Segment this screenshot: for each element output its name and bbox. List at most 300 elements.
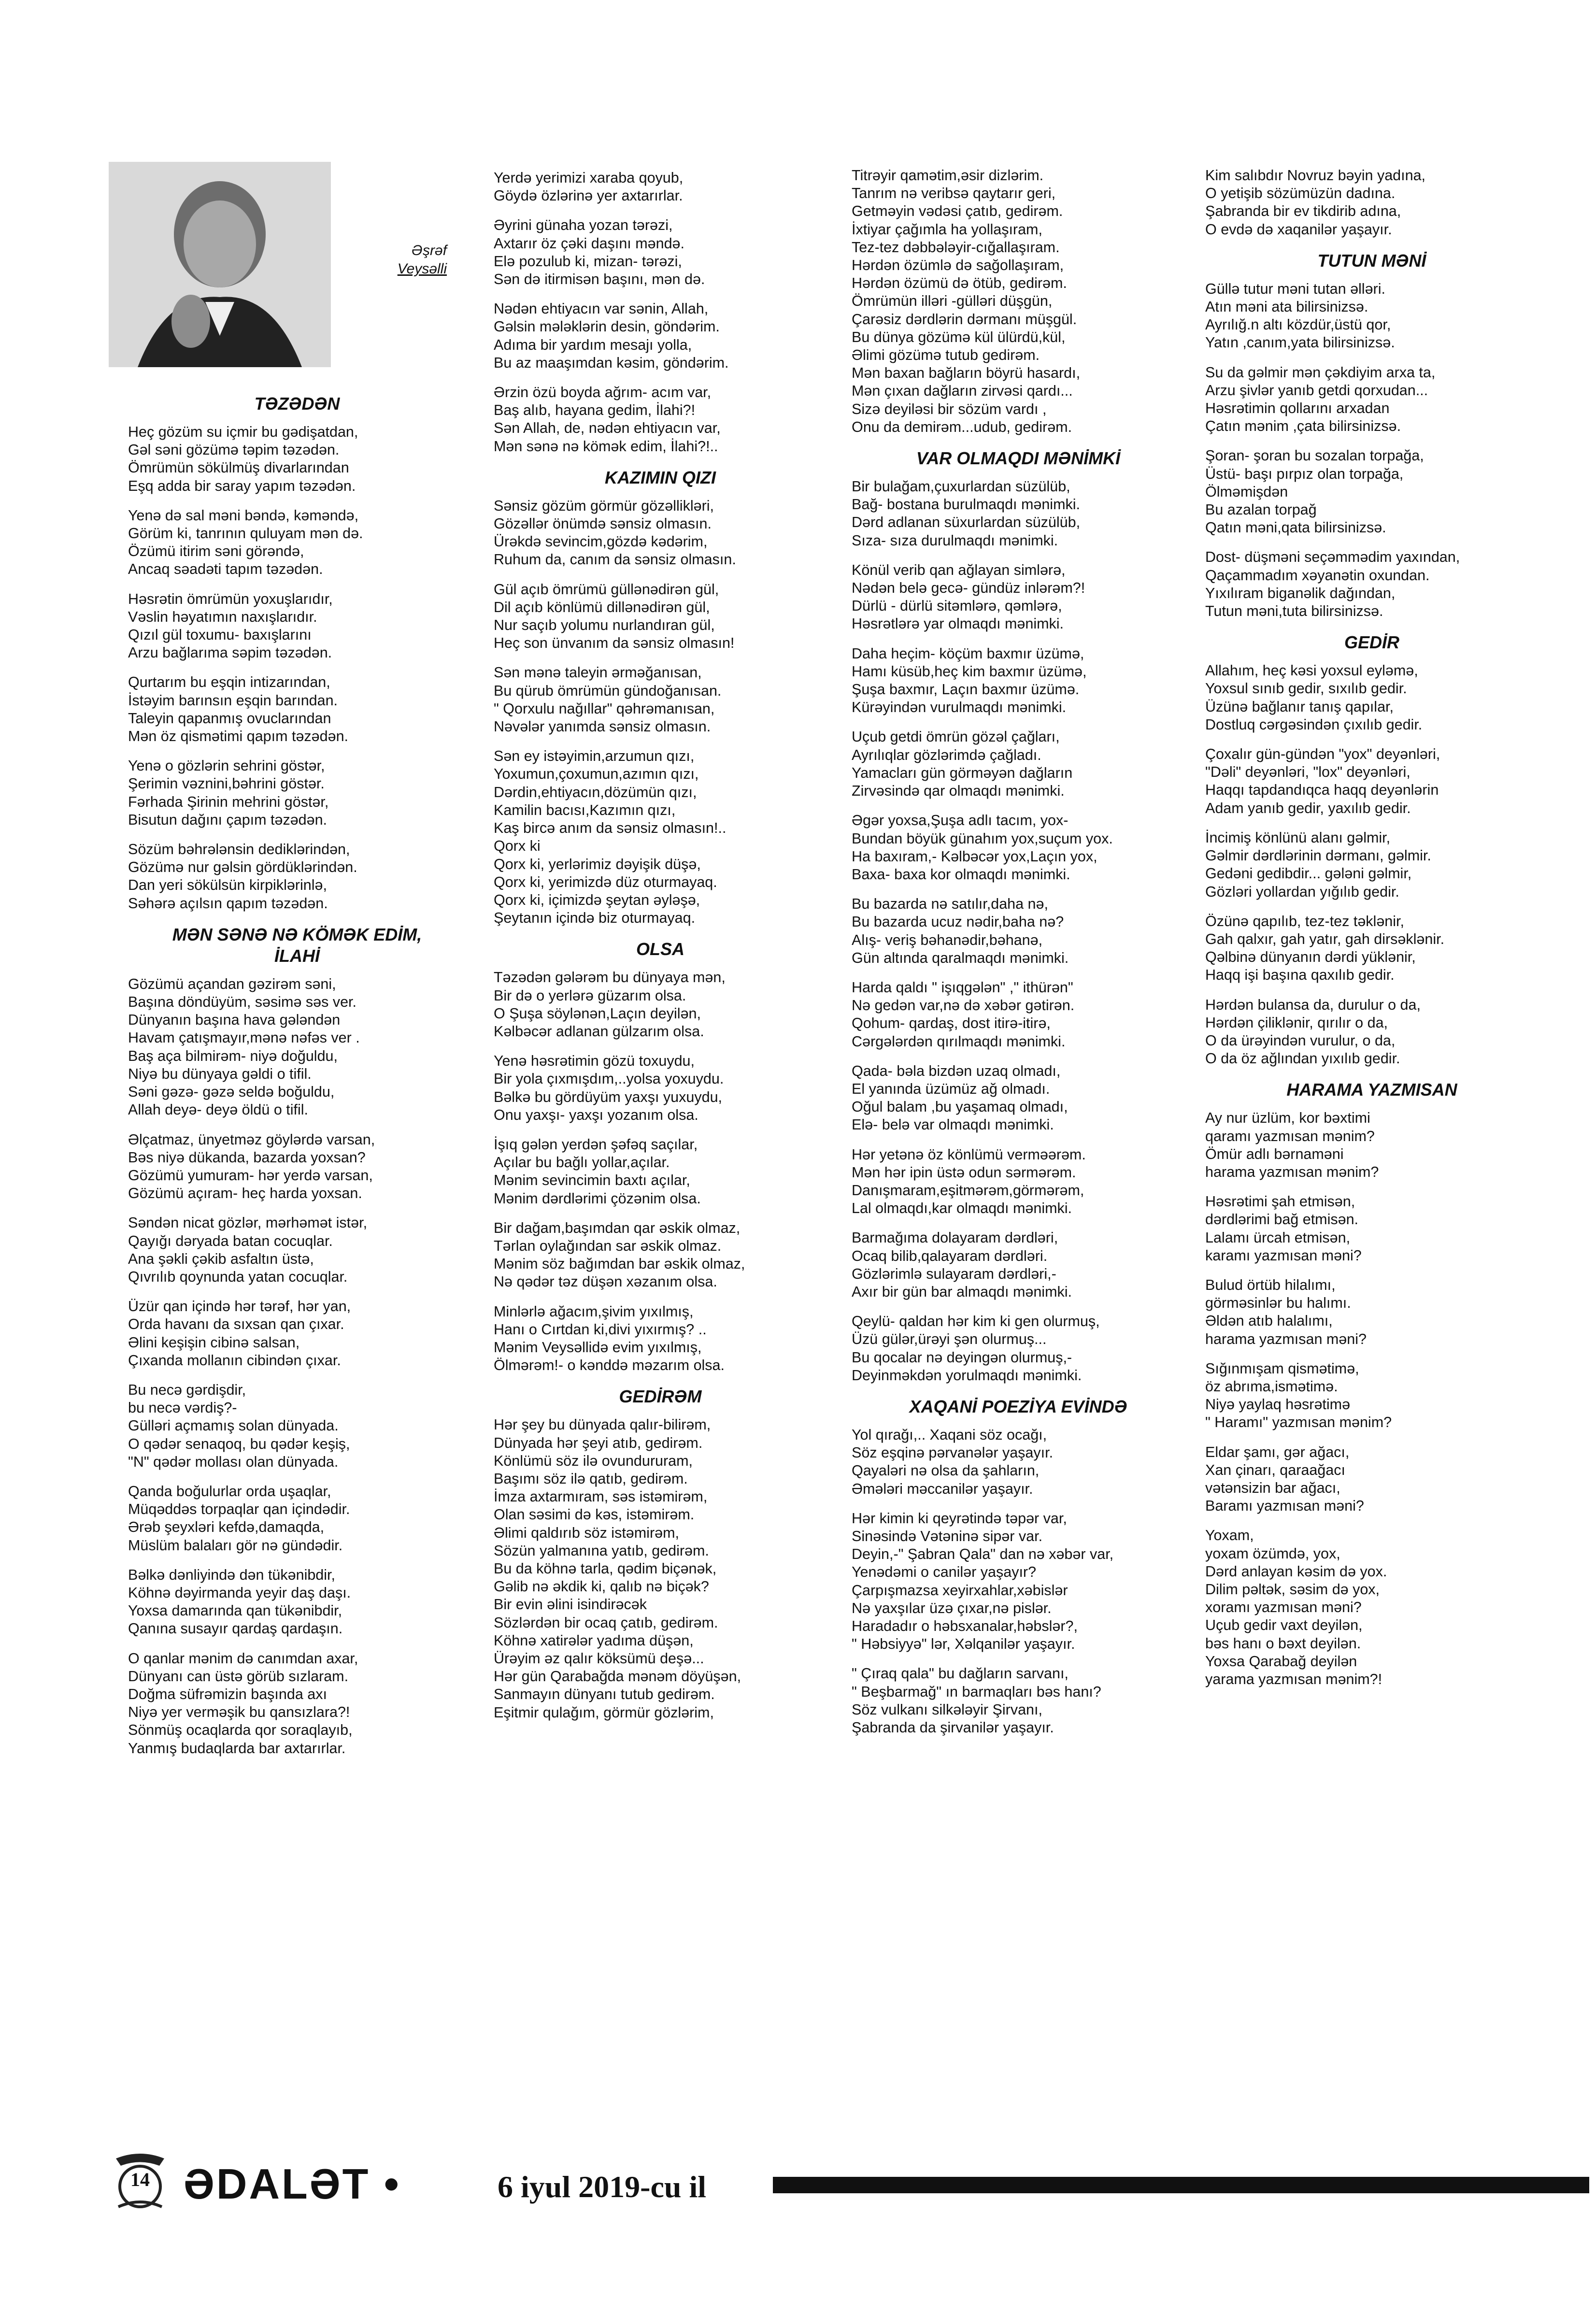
poem-line: Ana şəkli çəkib asfaltın üstə, — [128, 1250, 314, 1267]
poem-line: Bundan böyük günahım yox,suçum yox. — [852, 830, 1113, 847]
poem-line: Dünyada hər şeyi atıb, gedirəm. — [494, 1434, 703, 1451]
poem-line: Şabranda da şirvanilər yaşayır. — [852, 1719, 1054, 1736]
stanza — [852, 1062, 1185, 1134]
poem-line: Gəlsin mələklərin desin, göndərim. — [494, 318, 720, 335]
poem-line: Barmağıma dolayaram dərdləri, — [852, 1229, 1058, 1246]
stanza — [852, 1510, 1185, 1654]
poem-line: Sənsiz gözüm görmür gözəllikləri, — [494, 497, 714, 514]
poem-line: Çarpışmazsa xeyirxahlar,xəbislər — [852, 1582, 1068, 1599]
stanza — [128, 1566, 466, 1638]
poem-line: Sözüm bəhrələnsin dediklərindən, — [128, 841, 350, 858]
poem-line: Şeytanın içində biz oturmayaq. — [494, 910, 696, 927]
poem-line: Qayığı dəryada batan cocuqlar. — [128, 1232, 333, 1249]
poem-line: O Şuşa söylənən,Laçın deyilən, — [494, 1005, 701, 1022]
poem-line: vətənsizin bar ağacı, — [1205, 1479, 1340, 1496]
poem-men-sene — [128, 975, 466, 1758]
poem-tezeden — [128, 423, 466, 913]
poem-line: Gözəllər önümdə sənsiz olmasın. — [494, 515, 712, 532]
poem-line: Zirvəsində qar olmaqdı mənimki. — [852, 783, 1065, 800]
poem-line: Titrəyir qamətim,əsir dizlərim. — [852, 167, 1044, 184]
poem-line: Yenədəmi o canilər yaşayır? — [852, 1564, 1037, 1581]
stanza — [1205, 829, 1539, 901]
poem-line: harama yazmısan mənim? — [1205, 1163, 1379, 1180]
poem-line: Çoxalır gün-gündən "yox" deyənləri, — [1205, 746, 1440, 763]
stanza — [852, 1665, 1185, 1737]
poem-line: Əlçatmaz, ünyetməz göylərdə varsan, — [128, 1131, 375, 1148]
poem-line: Adıma bir yardım mesajı yolla, — [494, 336, 692, 353]
poem-line: Niyə yaylaq həsrətimə — [1205, 1396, 1351, 1413]
author-first-name: Əşrəf — [411, 243, 447, 258]
poem-continuation — [852, 167, 1185, 436]
poem-line: Əmələri məccanilər yaşayır. — [852, 1480, 1033, 1497]
poem-line: Ölmərəm!- o kənddə məzarım olsa. — [494, 1357, 725, 1374]
poem-line: Olan səsimi də kəs, istəmirəm. — [494, 1506, 695, 1523]
poem-line: Mən hər ipin üstə odun sərmərəm. — [852, 1164, 1076, 1181]
stanza — [128, 590, 466, 662]
poem-line: Sıza- sıza durulmaqdı mənimki. — [852, 532, 1058, 549]
poem-line: Mən sənə nə kömək edim, İlahi?!.. — [494, 438, 718, 455]
poem-line: Hər şey bu dünyada qalır-bilirəm, — [494, 1416, 711, 1433]
poem-line: Uçub getdi ömrün gözəl çağları, — [852, 729, 1060, 745]
poem-line: Yoxsul sınıb gedir, sıxılıb gedir. — [1205, 680, 1407, 697]
poem-line: Çatın mənim ,çata bilirsinizsə. — [1205, 418, 1401, 435]
poem-line: Bir dağam,başımdan qar əskik olmaz, — [494, 1219, 741, 1236]
stanza — [1205, 364, 1539, 436]
stanza — [1205, 447, 1539, 537]
poem-line: Qaçammadım xəyanətin oxundan. — [1205, 567, 1430, 584]
poem-line: Söz eşqinə pərvanələr yaşayır. — [852, 1444, 1054, 1461]
poem-line: Hərdən özümü də ötüb, gedirəm. — [852, 275, 1067, 292]
poem-line: Sinəsində Vətəninə sipər var. — [852, 1528, 1043, 1544]
poem-line: Nədən ehtiyacın var sənin, Allah, — [494, 300, 709, 317]
stanza — [494, 747, 827, 927]
poem-line: Hər gün Qarabağda mənəm döyüşən, — [494, 1668, 741, 1685]
poem-line: xoramı yazmısan məni? — [1205, 1599, 1362, 1616]
poem-line: Mənim sevincimin baxtı açılar, — [494, 1172, 690, 1189]
poem-line: Niyə yer verməşik bu qansızlara?! — [128, 1704, 350, 1721]
stanza — [494, 169, 827, 205]
page-number: 14 — [130, 2169, 150, 2190]
poem-line: Deyin,-" Şabran Qala" dan nə xəbər var, — [852, 1546, 1114, 1563]
column-4 — [1205, 167, 1539, 1700]
poem-line: Xan çinarı, qaraağacı — [1205, 1461, 1345, 1478]
poem-line: Su da gəlmir mən çəkdiyim arxa ta, — [1205, 364, 1436, 381]
poem-line: Üzü gülər,ürəyi şən olurmuş... — [852, 1331, 1047, 1348]
stanza — [852, 728, 1185, 800]
poem-line: Çarəsiz dərdlərin dərmanı müşgül. — [852, 311, 1077, 328]
stanza — [852, 1426, 1185, 1498]
issue-date: 6 iyul 2019-cu il — [498, 2170, 707, 2204]
stanza — [494, 216, 827, 288]
poem-line: Kaş bircə anım da sənsiz olmasın!.. — [494, 820, 727, 837]
poem-line: Bu az maaşımdan kəsim, göndərim. — [494, 354, 729, 371]
author-photo — [109, 162, 331, 367]
poem-line: Mənim Veysəllidə evim yıxılmış, — [494, 1339, 702, 1356]
poem-line: O da öz ağlından yıxılıb gedir. — [1205, 1050, 1400, 1067]
poem-line: Allahım, heç kəsi yoxsul eyləmə, — [1205, 662, 1418, 679]
poem-line: Danışmaram,eşitmərəm,görmərəm, — [852, 1182, 1084, 1199]
poem-line: Nə gedən var,nə də xəbər gətirən. — [852, 997, 1075, 1014]
poem-line: Göydə özlərinə yer axtarırlar. — [494, 187, 683, 204]
poem-line: Elə- belə var olmaqdı mənimki. — [852, 1116, 1054, 1133]
poem-line: Baş alıb, hayana gedim, İlahi?! — [494, 402, 696, 419]
poem-line: qaramı yazmısan mənim? — [1205, 1128, 1375, 1144]
poem-line: Qeylü- qaldan hər kim ki gen olurmuş, — [852, 1313, 1100, 1330]
poem-line: Gözümü açandan gəzirəm səni, — [128, 975, 336, 992]
poem-line: Kamilin bacısı,Kazımın qızı, — [494, 801, 676, 818]
poem-line: Havam çatışmayır,mənə nəfəs ver . — [128, 1029, 360, 1046]
footer-rule — [773, 2177, 1589, 2193]
poem-line: Əlimi qaldırıb söz istəmirəm, — [494, 1524, 679, 1541]
poem-line: Bir bulağam,çuxurlardan süzülüb, — [852, 478, 1070, 495]
poem-line: Axır bir gün bar almaqdı mənimki. — [852, 1283, 1072, 1300]
poem-line: Səhərə açılsın qapım təzədən. — [128, 895, 328, 912]
poem-harama — [1205, 1109, 1539, 1688]
poem-line: Şerimin vəznini,bəhrini göstər. — [128, 775, 325, 792]
poem-line: O qədər senaqoq, bu qədər keşiş, — [128, 1435, 350, 1452]
poem-line: Haradadır o həbsxanalar,həbslər?, — [852, 1618, 1078, 1635]
poem-line: Gəlib nə əkdik ki, qalıb nə biçək? — [494, 1578, 709, 1595]
poem-line: Şuşa baxmır, Laçın baxmır üzümə. — [852, 681, 1080, 698]
poem-title: HARAMA YAZMISAN — [1286, 1080, 1457, 1100]
poem-line: Güllə tutur məni tutan əlləri. — [1205, 280, 1385, 297]
poem-line: Yenə həsrətimin gözü toxuydu, — [494, 1053, 695, 1070]
poem-line: Yoxam, — [1205, 1527, 1254, 1544]
poem-line: Gün altında qaralmaqdı mənimki. — [852, 949, 1069, 966]
poem-line: Müslüm balaları gör nə gündədir. — [128, 1537, 343, 1554]
poem-line: Vəslin həyatımın naxışlarıdır. — [128, 608, 317, 625]
author-byline — [350, 242, 447, 278]
column-2 — [494, 169, 827, 1733]
stanza — [128, 1650, 466, 1758]
poem-line: Eşitmir qulağım, görmür gözlərim, — [494, 1704, 714, 1721]
stanza — [1205, 280, 1539, 352]
poem-line: Bəlkə dənliyində dən tükənibdir, — [128, 1566, 335, 1583]
poem-line: Dünyanın başına hava gələndən — [128, 1012, 341, 1029]
poem-line: Köhnə xatirələr yadıma düşən, — [494, 1632, 694, 1649]
poem-line: Səndən nicat gözlər, mərhəmət istər, — [128, 1215, 368, 1231]
poem-line: Ayrılığ.n altı közdür,üstü qor, — [1205, 316, 1391, 333]
poem-line: Sən Allah, de, nədən ehtiyacın var, — [494, 420, 721, 437]
poem-line: Yenə də sal məni bəndə, kəməndə, — [128, 507, 359, 524]
poem-line: Gözümü yumuram- hər yerdə varsan, — [128, 1167, 373, 1184]
poem-line: Dost- düşməni seçəmmədim yaxından, — [1205, 549, 1460, 566]
poem-line: Gedəni gedibdir... gələni gəlmir, — [1205, 865, 1412, 882]
poem-line: Adam yanıb gedir, yaxılıb gedir. — [1205, 800, 1411, 816]
poem-line: Dostluq cərgəsindən çıxılıb gedir. — [1205, 716, 1423, 733]
stanza — [128, 757, 466, 829]
poem-line: Yoxsa Qarabağ deyilən — [1205, 1653, 1357, 1670]
poem-line: Daha heçim- köçüm baxmır üzümə, — [852, 645, 1084, 662]
poem-line: Təzədən gələrəm bu dünyaya mən, — [494, 969, 726, 986]
poem-line: Bu azalan torpağ — [1205, 501, 1317, 518]
poem-line: Axtarır öz çəki daşını məndə. — [494, 235, 684, 252]
stanza — [852, 645, 1185, 717]
poem-line: Şabranda bir ev tikdirib adına, — [1205, 203, 1401, 220]
poem-line: El yanında üzümüz ağ olmadı. — [852, 1080, 1050, 1097]
poem-line: Həsrətimin qollarını arxadan — [1205, 400, 1390, 417]
poem-line: yoxam özümdə, yox, — [1205, 1545, 1340, 1562]
poem-line: Tutun məni,tuta bilirsinizsə. — [1205, 603, 1383, 620]
poem-line: Sən mənə taleyin ərməğanısan, — [494, 664, 702, 681]
author-last-name: Veysəlli — [397, 261, 447, 277]
poem-line: Ömür adlı bərnaməni — [1205, 1145, 1344, 1162]
poem-line: Qatın məni,qata bilirsinizsə. — [1205, 519, 1386, 536]
poem-line: Könül verib qan ağlayan simlərə, — [852, 561, 1066, 578]
stanza — [1205, 913, 1539, 985]
stanza — [1205, 662, 1539, 734]
poem-line: Söz vulkanı silkələyir Şirvanı, — [852, 1701, 1042, 1718]
poem-line: Ocaq bilib,qalayaram dərdləri. — [852, 1247, 1048, 1264]
stanza — [494, 1219, 827, 1291]
poem-line: Bisutun dağını çapım təzədən. — [128, 811, 328, 828]
column-1 — [128, 386, 466, 1769]
stanza — [1205, 1109, 1539, 1181]
poem-line: Qanına susayır qardaş qardaşın. — [128, 1620, 343, 1637]
poem-line: Gəlmir dərdlərinin dərmanı, gəlmir. — [1205, 847, 1431, 864]
poem-line: Nə yaxşılar üzə çıxar,nə pislər. — [852, 1600, 1052, 1616]
poem-line: İxtiyar çağımla ha yollaşıram, — [852, 221, 1042, 238]
poem-line: Gah qalxır, gah yatır, gah dirsəklənir. — [1205, 930, 1445, 947]
poem-line: İmza axtarmıram, səs istəmirəm, — [494, 1488, 708, 1505]
poem-line: Özünə qapılıb, tez-tez təklənir, — [1205, 913, 1404, 929]
poem-line: Orda havanı da sıxsan qan çıxar. — [128, 1316, 344, 1333]
stanza — [852, 1146, 1185, 1218]
poem-line: Yol qırağı,.. Xaqani söz ocağı, — [852, 1426, 1047, 1443]
poem-tutun-meni — [1205, 280, 1539, 620]
newspaper-masthead: ƏDALƏT • — [184, 2160, 401, 2208]
poem-line: Könlümü söz ilə ovundururam, — [494, 1452, 693, 1469]
poem-line: Hərdən özümlə də sağollaşıram, — [852, 257, 1064, 274]
stanza — [1205, 548, 1539, 620]
poem-line: Yoxsa damarında qan tükənibdir, — [128, 1602, 342, 1619]
poem-line: görməsinlər bu halımı. — [1205, 1295, 1351, 1312]
poem-title: VAR OLMAQDI MƏNİMKİ — [916, 448, 1121, 469]
poem-xaqani — [852, 1426, 1185, 1737]
stanza — [128, 673, 466, 745]
poem-line: Bəs niyə dükanda, bazarda yoxsan? — [128, 1149, 366, 1166]
stanza — [1205, 167, 1539, 239]
stanza — [852, 812, 1185, 884]
poem-line: Tez-tez dəbbələyir-cığallaşıram. — [852, 239, 1060, 256]
poem-line: Gül açıb ömrümü güllənədirən gül, — [494, 581, 719, 598]
poem-line: Allah deyə- deyə öldü o tifil. — [128, 1101, 308, 1118]
poem-line: Yerdə yerimizi xaraba qoyub, — [494, 170, 684, 186]
poem-line: "N" qədər mollası olan dünyada. — [128, 1453, 339, 1470]
poem-line: Oğul balam ,bu yaşamaq olmadı, — [852, 1099, 1068, 1115]
poem-line: Əlini keşişin cibinə salsan, — [128, 1334, 300, 1351]
poem-line: Qada- bəla bizdən uzaq olmadı, — [852, 1062, 1061, 1079]
stanza — [128, 1298, 466, 1370]
stanza — [128, 841, 466, 913]
author-header — [109, 162, 447, 370]
stanza — [1205, 1193, 1539, 1265]
poem-line: Arzu şivlər yanıb getdi qorxudan... — [1205, 382, 1428, 399]
poem-line: Mən öz qismətimi qapım təzədən. — [128, 728, 349, 745]
poem-line: Sönmüş ocaqlarda qor soraqlayıb, — [128, 1722, 353, 1739]
stanza — [494, 664, 827, 736]
poem-line: Yıxılıram biganəlik dağından, — [1205, 585, 1396, 601]
poem-line: Köhnə dəyirmanda yeyir daş daşı. — [128, 1584, 351, 1601]
poem-line: Haqq işi başına qaxılıb gedir. — [1205, 967, 1395, 984]
stanza — [1205, 996, 1539, 1068]
poem-line: Hərdən bulansa da, durulur o da, — [1205, 996, 1421, 1013]
poem-line: Ömrümün illəri -gülləri düşgün, — [852, 293, 1053, 310]
poem-line: Başına döndüyüm, səsimə səs ver. — [128, 994, 356, 1011]
poem-line: Yatın ,canım,yata bilirsinizsə. — [1205, 334, 1395, 351]
poem-line: " Qorxulu nağıllar" qəhrəmanısan, — [494, 700, 715, 717]
stanza — [494, 384, 827, 456]
poem-line: bu necə vərdiş?- — [128, 1400, 237, 1416]
poem-line: O evdə də xaqanilər yaşayır. — [1205, 221, 1392, 238]
poem-line: Dərdin,ehtiyacın,dözümün qızı, — [494, 784, 697, 800]
poem-line: Qurtarım bu eşqin intizarından, — [128, 674, 330, 691]
poem-continuation — [1205, 167, 1539, 239]
poem-line: Harda qaldı " işıqgələn" ," ithürən" — [852, 979, 1073, 996]
poem-line: Dünyanı can üstə görüb sızlaram. — [128, 1668, 349, 1685]
poem-line: Tərlan oylağından sar əskik olmaz. — [494, 1237, 722, 1254]
poem-olsa — [494, 969, 827, 1374]
stanza — [1205, 1443, 1539, 1515]
stanza — [852, 979, 1185, 1051]
stanza — [852, 1313, 1185, 1385]
stanza — [1205, 1360, 1539, 1432]
poem-line: Bu bazarda ucuz nədir,baha nə? — [852, 914, 1064, 930]
poem-line: Yoxumun,çoxumun,azımın qızı, — [494, 766, 699, 783]
poem-line: Sizə deyiləsi bir sözüm vardı , — [852, 400, 1047, 417]
poem-line: Qorx ki, yerimizdə düz oturmayaq. — [494, 873, 717, 890]
poem-line: Bu da köhnə tarla, qədim biçənək, — [494, 1560, 717, 1577]
poem-line: Gözümə nur gəlsin gördüklərindən. — [128, 859, 357, 876]
poem-line: dərdlərimi bağ etmisən. — [1205, 1211, 1359, 1228]
poem-line: Hanı o Cırtdan ki,divi yıxırmış? .. — [494, 1321, 707, 1338]
poem-line: Yenə o gözlərin sehrini göstər, — [128, 757, 325, 774]
poem-line: Lalamı ürcah etmisən, — [1205, 1229, 1351, 1246]
poem-line: " Çıraq qala" bu dağların sarvanı, — [852, 1665, 1069, 1682]
poem-line: Dan yeri sökülsün kirpiklərinlə, — [128, 877, 327, 894]
stanza — [128, 1483, 466, 1555]
poem-line: Mənim dərdlərimi çözənim olsa. — [494, 1190, 701, 1207]
poem-line: Dərd anlayan kəsim də yox. — [1205, 1563, 1387, 1580]
stanza — [128, 975, 466, 1119]
poem-line: Sözlərdən bir ocaq çatıb, gedirəm. — [494, 1614, 718, 1631]
stanza — [1205, 745, 1539, 817]
poem-line: Baş aça bilmirəm- niyə doğuldu, — [128, 1047, 338, 1064]
stanza — [852, 478, 1185, 550]
poem-line: Atın məni ata bilirsinizsə. — [1205, 299, 1368, 315]
portrait-image — [109, 162, 331, 367]
poem-line: Kəlbəcər adlanan gülzarım olsa. — [494, 1023, 704, 1040]
poem-line: Ayrılıqlar gözlərimdə çağladı. — [852, 746, 1041, 763]
poem-title: KAZIMIN QIZI — [605, 467, 716, 487]
poem-line: Üzünə bağlanır tanış qapılar, — [1205, 698, 1394, 715]
poem-line: Yamacları gün görməyən dağların — [852, 764, 1073, 781]
poem-line: Gözləri yollardan yığılıb gedir. — [1205, 883, 1399, 900]
poem-line: Dilim pəltək, səsim də yox, — [1205, 1581, 1380, 1598]
poem-line: Həsrətimi şah etmisən, — [1205, 1193, 1355, 1210]
poem-line: Elə pozulub ki, mizan- tərəzi, — [494, 253, 682, 270]
poem-line: O qanlar mənim də canımdan axar, — [128, 1650, 358, 1667]
poem-line: İstəyim barınsın eşqin barından. — [128, 692, 338, 709]
poem-line: Ömrümün sökülmüş divarlarından — [128, 459, 349, 476]
poem-line: Görüm ki, tanrının quluyam mən də. — [128, 525, 363, 542]
stanza — [494, 1136, 827, 1208]
stanza — [128, 423, 466, 495]
poem-line: Səni gəzə- gəzə seldə boğuldu, — [128, 1084, 335, 1100]
poem-line: Əyrini günaha yozan tərəzi, — [494, 217, 673, 234]
stanza — [128, 507, 466, 579]
poem-line: Heç gözüm su içmir bu gədişatdan, — [128, 424, 358, 440]
poem-line: harama yazmısan məni? — [1205, 1330, 1367, 1347]
poem-line: Gülləri açmamış solan dünyada. — [128, 1417, 339, 1434]
poem-line: öz abrıma,ismətimə. — [1205, 1378, 1338, 1395]
stanza — [1205, 1276, 1539, 1348]
poem-line: Getməyin vədəsi çatıb, gedirəm. — [852, 203, 1063, 220]
poem-line: Mən çıxan dağların zirvəsi qardı... — [852, 383, 1073, 400]
poem-line: Gəl səni gözümə təpim təzədən. — [128, 442, 340, 458]
poem-line: Baramı yazmısan məni? — [1205, 1498, 1364, 1515]
poem-line: Kim salıbdır Novruz bəyin yadına, — [1205, 167, 1426, 184]
poem-line: Ruhum da, canım da sənsiz olmasın. — [494, 551, 736, 568]
poem-line: Çıxanda mollanın cibindən çıxar. — [128, 1352, 341, 1369]
poem-line: Ay nur üzlüm, kor bəxtimi — [1205, 1110, 1370, 1127]
poem-line: Ürəyim əz qalır köksümü deşə... — [494, 1650, 704, 1667]
poem-line: Qorx ki, yerlərimiz dəyişik düşə, — [494, 856, 701, 872]
column-3 — [852, 167, 1185, 1748]
poem-title: GEDİR — [1344, 632, 1399, 653]
poem-line: Kürəyindən vurulmaqdı mənimki. — [852, 699, 1067, 716]
poem-line: Onu da demirəm...udub, gedirəm. — [852, 418, 1072, 435]
poem-line: Eldar şamı, gər ağacı, — [1205, 1443, 1350, 1460]
poem-line: Sən ey istəyimin,arzumun qızı, — [494, 748, 695, 765]
poem-line: Arzu bağlarıma səpim təzədən. — [128, 644, 332, 661]
poem-line: İncimiş könlünü alanı gəlmir, — [1205, 829, 1391, 846]
poem-line: Nə qədər təz düşən xəzanım olsa. — [494, 1273, 717, 1290]
poem-title-line: MƏN SƏNƏ NƏ KÖMƏK EDİM, — [172, 924, 422, 944]
stanza — [494, 497, 827, 569]
poem-line: Taleyin qapanmış ovuclarından — [128, 710, 331, 727]
poem-line: Tanrım nə veribsə qaytarır geri, — [852, 185, 1056, 202]
poem-line: Qıvrılıb qoynunda yatan cocuqlar. — [128, 1268, 348, 1285]
poem-title: OLSA — [636, 939, 684, 959]
stanza — [494, 300, 827, 372]
poem-gedirem — [494, 1416, 827, 1721]
poem-line: Bəlkə bu gördüyüm yaxşı yuxuydu, — [494, 1088, 723, 1105]
poem-line: Ölməmişdən — [1205, 483, 1288, 500]
poem-line: Həsrətin ömrümün yoxuşlarıdır, — [128, 590, 333, 607]
poem-line: O yetişib sözümüzün dadına. — [1205, 185, 1396, 202]
stanza — [128, 1214, 466, 1286]
poem-line: Açılar bu bağlı yollar,açılar. — [494, 1154, 670, 1171]
poem-line: Sözün yalmanına yatıb, gedirəm. — [494, 1542, 709, 1559]
poem-line: Üstü- başı pırpız olan torpağa, — [1205, 465, 1404, 482]
poem-line: "Dəli" deyənləri, "lox" deyənləri, — [1205, 764, 1411, 781]
poem-line: Qızıl gül toxumu- baxışlarını — [128, 627, 312, 643]
poem-line: Ancaq səadəti tapım təzədən. — [128, 561, 323, 578]
poem-line: Fərhada Şirinin mehrini göstər, — [128, 793, 329, 810]
stanza — [1205, 1527, 1539, 1688]
poem-line: Minlərlə ağacım,şivim yıxılmış, — [494, 1303, 694, 1320]
poem-line: Qohum- qardaş, dost itirə-itirə, — [852, 1015, 1051, 1032]
poem-continuation — [494, 169, 827, 456]
poem-line: Mən baxan bağların böyrü hasardı, — [852, 365, 1081, 382]
stanza — [494, 1303, 827, 1375]
stanza — [128, 1381, 466, 1471]
poem-line: Əldən atıb halalımı, — [1205, 1313, 1333, 1329]
poem-line: Bir də o yerlərə güzarım olsa. — [494, 987, 686, 1004]
page-footer — [111, 2149, 1488, 2216]
poem-line: Nur saçıb yolumu nurlandıran gül, — [494, 617, 715, 634]
